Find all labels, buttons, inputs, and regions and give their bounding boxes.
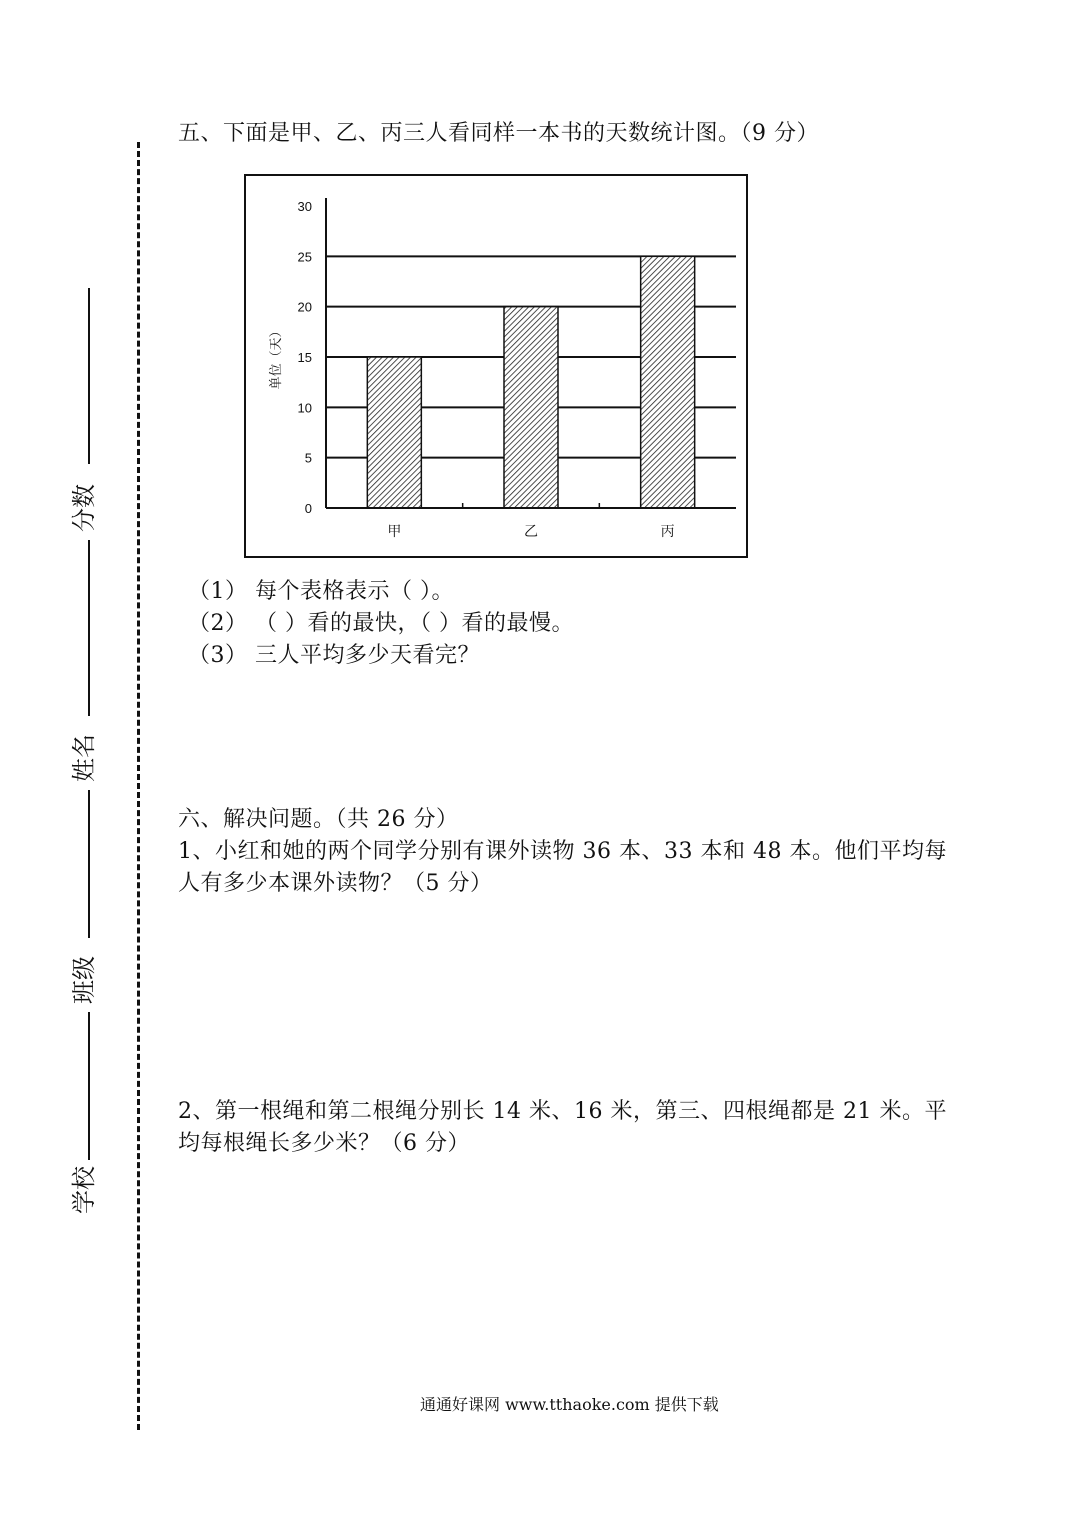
footer-text: 通通好课网 www.tthaoke.com 提供下载: [420, 1395, 719, 1414]
name-blank-line: [88, 540, 90, 716]
y-tick-label: 30: [297, 199, 312, 214]
score-blank-line: [88, 288, 90, 464]
bar-1: [367, 357, 421, 508]
y-tick-label: 5: [304, 450, 312, 466]
x-category-label: 丙: [660, 524, 675, 540]
bar-2: [504, 307, 558, 508]
question-1: （1） 每个表格表示（ ）。: [188, 579, 454, 604]
school-blank-line: [88, 1012, 90, 1160]
y-tick-label: 25: [297, 249, 312, 265]
x-category-label: 乙: [524, 524, 538, 540]
bar-chart-svg: [246, 176, 746, 556]
y-axis-label: 单位（天）: [269, 324, 284, 390]
binding-dashed-line: [137, 142, 140, 1430]
score-label: 分数: [70, 484, 98, 532]
bar-chart: [244, 174, 748, 558]
class-label: 班级: [70, 956, 98, 1004]
y-tick-label: 0: [304, 501, 312, 516]
section6-title: 六、解决问题。（共 26 分）: [178, 807, 459, 832]
bar-3: [641, 256, 695, 508]
question-3: （3） 三人平均多少天看完？: [188, 643, 480, 668]
problem2-line1: 2、第一根绳和第二根绳分别长 14 米、16 米，第三、四根绳都是 21 米。平: [178, 1099, 947, 1124]
y-tick-label: 20: [297, 299, 312, 315]
school-label: 学校: [70, 1166, 98, 1214]
y-tick-label: 15: [297, 350, 312, 365]
problem1-line1: 1、小红和她的两个同学分别有课外读物 36 本、33 本和 48 本。他们平均每: [178, 839, 947, 864]
class-blank-line: [88, 790, 90, 938]
problem2-line2: 均每根绳长多少米？（6 分）: [178, 1131, 470, 1156]
question-2: （2） （ ）看的最快，（ ）看的最慢。: [188, 611, 574, 636]
name-label: 姓名: [70, 734, 98, 782]
y-tick-label: 10: [297, 400, 312, 416]
problem1-line2: 人有多少本课外读物？（5 分）: [178, 871, 493, 896]
section5-title: 五、下面是甲、乙、丙三人看同样一本书的天数统计图。（9 分）: [178, 121, 819, 146]
x-category-label: 甲: [387, 524, 402, 540]
